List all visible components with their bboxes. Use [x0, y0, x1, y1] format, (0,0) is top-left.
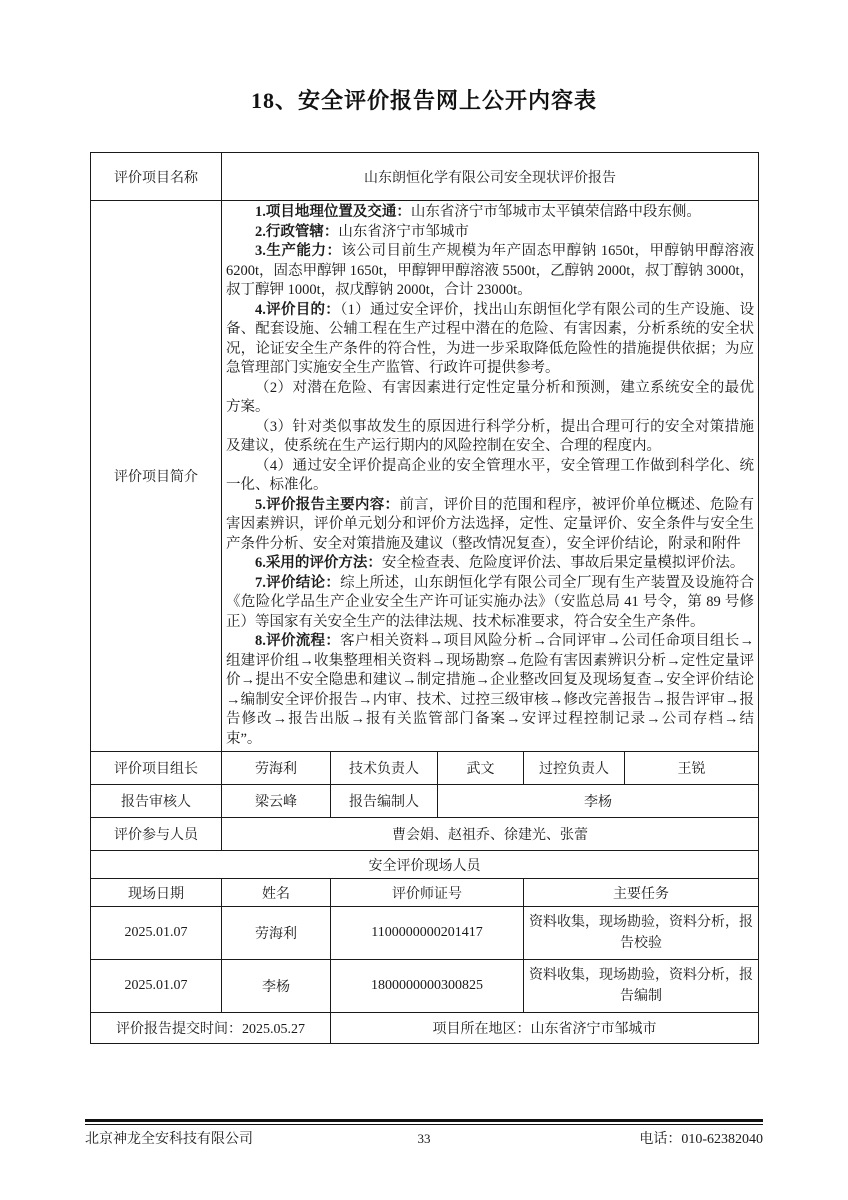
submit-time: 评价报告提交时间：2025.05.27 — [91, 1013, 331, 1044]
footer-divider — [85, 1119, 763, 1125]
review-row — [91, 785, 759, 818]
page-title: 18、安全评价报告网上公开内容表 — [250, 88, 597, 113]
participants-row — [91, 818, 759, 851]
site-cert-no: 1100000000201417 — [331, 907, 524, 960]
project-location: 项目所在地区：山东省济宁市邹城市 — [331, 1013, 759, 1044]
intro-paragraph — [226, 379, 754, 418]
intro-text: （1）通过安全评价，找出山东朗恒化学有限公司的生产设施、设备、配套设施、公辅工程在生产过程中潜在的危险、有害因素，分析系统的安全状况，论证安全生产条件的符合性，为进一步采取降低危险性的措施提供依据；为应急管理部门实施安全生产监管、行政许可提供参考。 — [226, 301, 755, 376]
project-intro-content — [222, 201, 759, 752]
compiler-label: 报告编制人 — [331, 785, 438, 818]
evaluation-report-table — [90, 152, 759, 1044]
process-lead-label: 过控负责人 — [524, 752, 625, 785]
intro-paragraph — [226, 554, 754, 574]
project-name-value: 山东朗恒化学有限公司安全现状评价报告 — [222, 153, 759, 201]
intro-paragraph — [226, 574, 754, 633]
project-leader-label: 评价项目组长 — [91, 752, 222, 785]
intro-text: 客户相关资料→项目风险分析→合同评审→公司任命项目组长→组建评价组→收集整理相关资料→现场勘察→危险有害因素辨识分析→定性定量评价→提出不安全隐患和建议→制定措施→企业整改回复及现场复查→安全评价结论→编制安全评价报告→内审、技术、过控三级审核→修改完善报告→报告评审→报告修改→报告出版→报有关监管部门备案→安评过程控制记录→公司存档→结束”。 — [226, 633, 755, 747]
site-row — [91, 907, 759, 960]
intro-lead: 4.评价目的： — [255, 301, 341, 318]
site-header-date: 现场日期 — [91, 879, 222, 907]
intro-text: 山东省济宁市邹城市太平镇荣信路中段东侧。 — [410, 204, 701, 220]
footer-company: 北京神龙全安科技有限公司 — [85, 1132, 253, 1147]
intro-paragraph — [226, 242, 754, 301]
project-name-row — [91, 153, 759, 201]
site-tasks: 资料收集，现场勘验，资料分析，报告编制 — [524, 960, 759, 1013]
reviewer-label: 报告审核人 — [91, 785, 222, 818]
bottom-row — [91, 1013, 759, 1044]
intro-paragraph — [226, 457, 754, 496]
site-tasks: 资料收集，现场勘验，资料分析，报告校验 — [524, 907, 759, 960]
site-date: 2025.01.07 — [91, 960, 222, 1013]
site-header-name: 姓名 — [222, 879, 331, 907]
intro-text: （2）对潜在危险、有害因素进行定性定量分析和预测，建立系统安全的最优方案。 — [226, 379, 755, 415]
intro-paragraph — [226, 223, 754, 243]
footer-phone: 电话：010-62382040 — [639, 1132, 763, 1147]
intro-lead: 8.评价流程： — [255, 633, 341, 649]
page-footer — [85, 1128, 763, 1148]
project-intro-row — [91, 201, 759, 752]
reviewer-name: 梁云峰 — [222, 785, 331, 818]
site-header-cert: 评价师证号 — [331, 879, 524, 907]
intro-text: 安全检查表、危险度评价法、事故后果定量模拟评价法。 — [381, 555, 745, 571]
intro-text: 综上所述，山东朗恒化学有限公司全厂现有生产装置及设施符合《危险化学品生产企业安全生产许可证实施办法》（安监总局 41 号令，第 89 号修正）等国家有关安全生产的法律法规、技术标准要求，符合安全生产条件。 — [226, 574, 755, 630]
project-intro-label: 评价项目简介 — [91, 201, 222, 752]
intro-lead: 2.行政管辖： — [255, 223, 339, 240]
site-section-row — [91, 851, 759, 879]
site-date: 2025.01.07 — [91, 907, 222, 960]
process-lead-name: 王锐 — [625, 752, 759, 785]
intro-text: 山东省济宁市邹城市 — [338, 223, 469, 240]
leaders-row — [91, 752, 759, 785]
intro-lead: 6.采用的评价方法： — [255, 555, 382, 571]
participants-names: 曹会娟、赵祖乔、徐建光、张蕾 — [222, 818, 759, 851]
intro-paragraph — [226, 632, 754, 749]
project-name-label: 评价项目名称 — [91, 153, 222, 201]
site-cert-no: 1800000000300825 — [331, 960, 524, 1013]
intro-lead: 5.评价报告主要内容： — [255, 496, 400, 513]
site-header-row — [91, 879, 759, 907]
intro-paragraph — [226, 496, 754, 555]
site-name: 李杨 — [222, 960, 331, 1013]
tech-lead-label: 技术负责人 — [331, 752, 438, 785]
intro-text: （3）针对类似事故发生的原因进行科学分析，提出合理可行的安全对策措施及建议，使系统在生产运行期内的风险控制在安全、合理的程度内。 — [226, 418, 755, 454]
site-row — [91, 960, 759, 1013]
participants-label: 评价参与人员 — [91, 818, 222, 851]
intro-text: 该公司目前生产规模为年产固态甲醇钠 1650t，甲醇钠甲醇溶液 6200t，固态甲醇钾 1650t，甲醇钾甲醇溶液 5500t，乙醇钠 2000t，叔丁醇钠 3000t，叔丁醇钾 1000t，叔戊醇钠 2000t，合计 23000t。 — [226, 243, 755, 298]
footer-page-number: 33 — [417, 1131, 431, 1146]
tech-lead-name: 武文 — [438, 752, 524, 785]
compiler-name: 李杨 — [438, 785, 759, 818]
intro-paragraph — [226, 301, 754, 379]
intro-text: （4）通过安全评价提高企业的安全管理水平，安全管理工作做到科学化、统一化、标准化。 — [226, 457, 755, 493]
intro-paragraph — [226, 203, 754, 223]
site-name: 劳海利 — [222, 907, 331, 960]
site-section-title: 安全评价现场人员 — [91, 851, 759, 879]
intro-lead: 3.生产能力： — [255, 243, 342, 259]
project-leader-name: 劳海利 — [222, 752, 331, 785]
intro-paragraph — [226, 418, 754, 457]
site-header-tasks: 主要任务 — [524, 879, 759, 907]
intro-lead: 7.评价结论： — [255, 574, 341, 591]
intro-text: 前言，评价目的范围和程序，被评价单位概述、危险有害因素辨识，评价单元划分和评价方法选择，定性、定量评价、安全条件与安全生产条件分析、安全对策措施及建议（整改情况复查），安全评价结论，附录和附件 — [226, 496, 755, 552]
intro-lead: 1.项目地理位置及交通： — [255, 204, 411, 220]
